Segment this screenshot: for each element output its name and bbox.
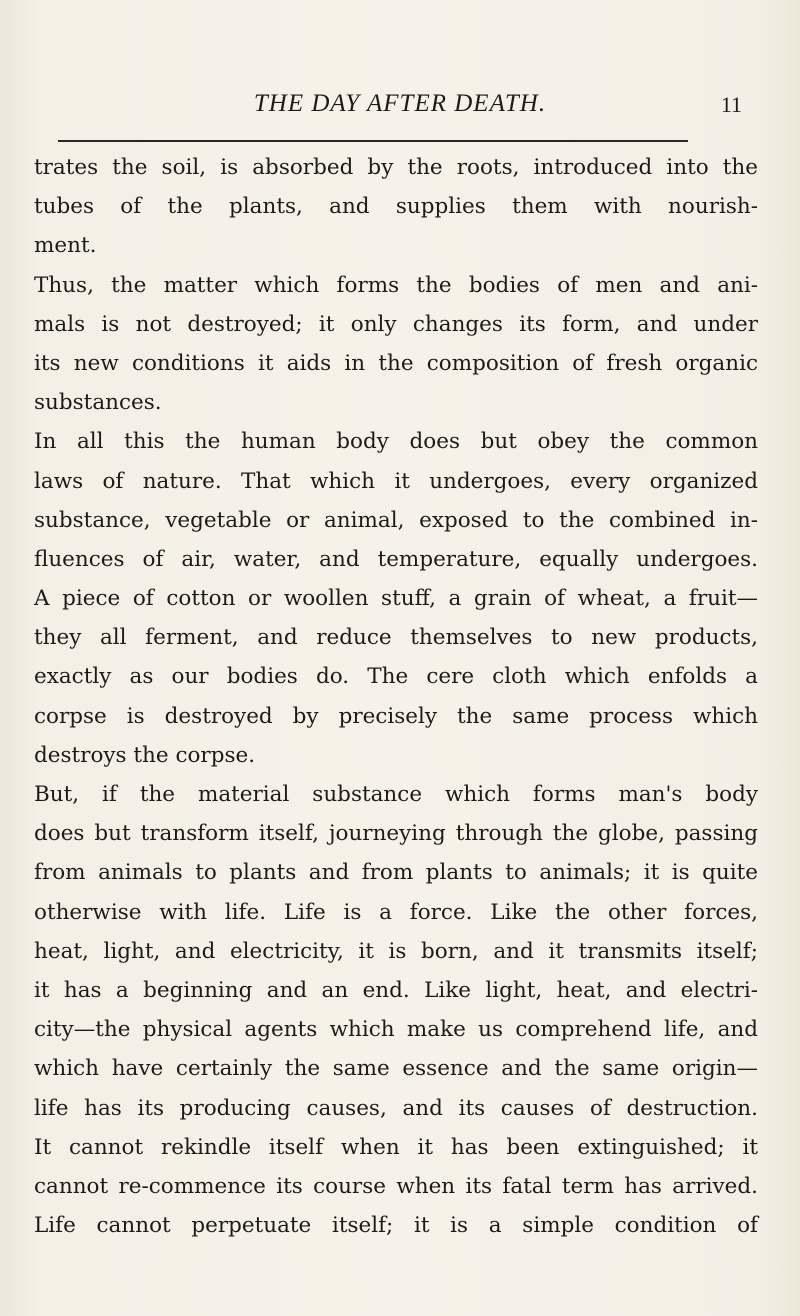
- text-line: In all this the human body does but obey the common: [34, 429, 758, 455]
- body-text: [34, 148, 758, 1245]
- text-line: A piece of cotton or woollen stuff, a grain of wheat, a fruit—: [34, 586, 758, 612]
- text-line: substance, vegetable or animal, exposed to the combined in-: [34, 507, 758, 533]
- page-number: 11: [720, 92, 742, 117]
- text-line: life has its producing causes, and its causes of destruction.: [34, 1095, 758, 1121]
- text-line: does but transform itself, journeying through the globe, passing: [34, 821, 758, 847]
- text-line: they all ferment, and reduce themselves to new products,: [34, 625, 758, 651]
- text-line: heat, light, and electricity, it is born, and it transmits itself;: [34, 938, 758, 964]
- text-line: mals is not destroyed; it only changes its form, and under: [34, 311, 758, 337]
- text-line: from animals to plants and from plants to animals; it is quite: [34, 860, 758, 886]
- text-line: substances.: [34, 390, 162, 416]
- text-line: cannot re-commence its course when its fatal term has arrived.: [34, 1173, 758, 1199]
- text-line: Life cannot perpetuate itself; it is a simple condition of: [34, 1213, 758, 1239]
- running-title: THE DAY AFTER DEATH.: [253, 90, 547, 117]
- text-line: ment.: [34, 233, 97, 259]
- text-line: corpse is destroyed by precisely the same process which: [34, 703, 758, 729]
- text-line: It cannot rekindle itself when it has been extinguished; it: [34, 1134, 758, 1160]
- running-head: [30, 84, 770, 124]
- text-line: fluences of air, water, and temperature, equally undergoes.: [34, 546, 758, 572]
- text-line: city—the physical agents which make us comprehend life, and: [34, 1017, 758, 1043]
- text-line: it has a beginning and an end. Like light, heat, and electri-: [34, 977, 758, 1003]
- text-line: tubes of the plants, and supplies them with nourish-: [34, 194, 758, 220]
- text-line: otherwise with life. Life is a force. Like the other forces,: [34, 899, 758, 925]
- text-line: trates the soil, is absorbed by the roots, introduced into the: [34, 155, 758, 180]
- text-line: destroys the corpse.: [34, 742, 256, 768]
- header-rule: [58, 140, 688, 142]
- text-line: laws of nature. That which it undergoes, every organized: [34, 468, 758, 494]
- text-line: exactly as our bodies do. The cere cloth which enfolds a: [34, 664, 758, 690]
- text-line: which have certainly the same essence and the same origin—: [34, 1056, 758, 1082]
- text-line: its new conditions it aids in the composition of fresh organic: [34, 350, 758, 376]
- text-line: Thus, the matter which forms the bodies of men and ani-: [34, 272, 758, 298]
- text-line: But, if the material substance which forms man's body: [34, 782, 758, 807]
